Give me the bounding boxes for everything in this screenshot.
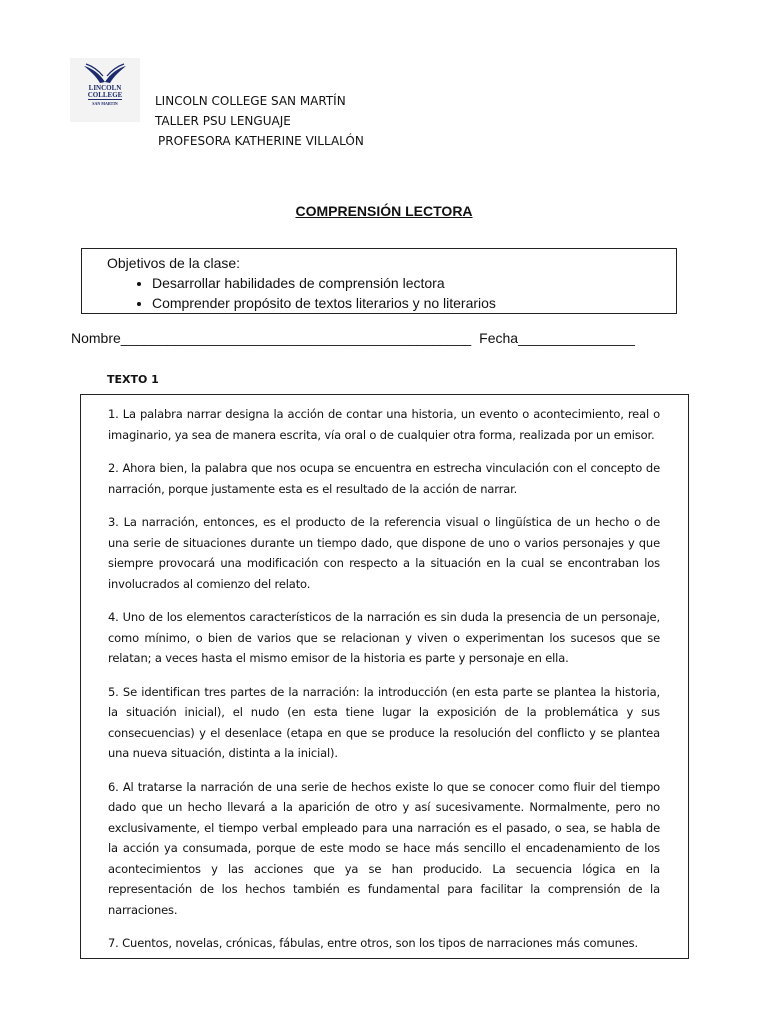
reading-text-box: [80, 394, 689, 959]
school-name: LINCOLN COLLEGE SAN MARTÍN: [155, 94, 346, 108]
text-paragraph: 5. Se identifican tres partes de la narración: la introducción (en esta parte se plantea la historia, la situación inicial), el nudo (en esta tiene lugar la exposición de la problemática y sus consecuencias) y el desenlace (etapa en que se produce la resolución del conflicto y se plantea una nueva situación, distinta a la inicial).: [108, 684, 660, 760]
section-label: TEXTO 1: [107, 373, 159, 386]
text-paragraph: 6. Al tratarse la narración de una serie de hechos existe lo que se conocer como fluir del tiempo dado que un hecho llevará a la aparición de otro y así sucesivamente. Normalmente, pero no exclusivamente, el tiempo verbal empleado para una narración es el pasado, o sea, se habla de la acción ya consumada, porque de este modo se hace más sencillo el encadenamiento de los acontecimientos y las acciones que ya se han producido. La secuencia lógica en la representación de los hechos también es fundamental para facilitar la comprensión de la narraciones.: [108, 779, 660, 917]
text-paragraph: 7. Cuentos, novelas, crónicas, fábulas, entre otros, son los tipos de narraciones más comunes.: [108, 936, 638, 950]
text-paragraph: 2. Ahora bien, la palabra que nos ocupa se encuentra en estrecha vinculación con el concepto de narración, porque justamente esta es el resultado de la acción de narrar.: [108, 461, 660, 496]
objectives-box: [81, 248, 677, 314]
date-field[interactable]: Fecha_______________: [479, 330, 635, 346]
student-fields: [71, 330, 635, 346]
text-paragraph: 1. La palabra narrar designa la acción de contar una historia, un evento o acontecimiento, real o imaginario, ya sea de manera escrita, vía oral o de cualquier otra forma, realizada por un emisor.: [108, 407, 660, 442]
text-paragraph: 4. Uno de los elementos característicos de la narración es sin duda la presencia de un personaje, como mínimo, o bien de varios que se relacionan y viven o experimentan los sucesos que se relatan; a veces hasta el mismo emisor de la historia es parte y personaje en ella.: [108, 610, 660, 665]
logo-line-2: COLLEGE: [87, 91, 123, 99]
name-field[interactable]: Nombre_____________________________________________: [71, 330, 472, 346]
teacher-name: PROFESORA KATHERINE VILLALÓN: [158, 134, 364, 148]
objective-item: • Comprender propósito de textos literarios y no literarios: [152, 293, 676, 313]
logo-divider: [88, 99, 122, 100]
objective-item: • Desarrollar habilidades de comprensión lectora: [152, 273, 676, 293]
document-title: COMPRENSIÓN LECTORA: [295, 203, 473, 219]
text-paragraph: 3. La narración, entonces, es el producto de la referencia visual o lingüística de un hecho o de una serie de situaciones durante un tiempo dado, que dispone de uno o varios personajes y que siempre provocará una modificación con respecto a la situación en la cual se encontraban los involucrados al comienzo del relato.: [108, 515, 660, 591]
objectives-heading: Objetivos de la clase:: [107, 255, 241, 271]
logo-line-3: SAN MARTIN: [92, 101, 118, 106]
course-name: TALLER PSU LENGUAJE: [155, 114, 291, 128]
document-header: [155, 91, 364, 151]
logo-line-1: LINCOLN: [88, 84, 122, 92]
school-logo: [70, 58, 140, 122]
objectives-list: [107, 273, 676, 313]
